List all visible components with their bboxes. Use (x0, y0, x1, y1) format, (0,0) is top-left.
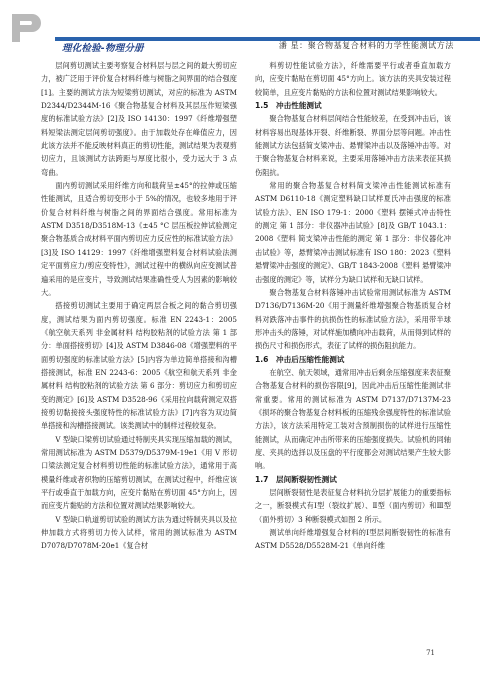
journal-name: 理化检验-物理分册 (62, 43, 144, 54)
paragraph: 料剪切性能试验方法》，纤维需要平行或者垂直加载方向，应变片黏贴在剪切面 45°方向上。该方法的夹具安装过程较简单，且应变片黏贴的方法和位置对测试结果影响较大。 (255, 61, 451, 97)
paragraph: 搭接剪切测试主要用于确定两层合板之间的黏合剪切强度，测试结果为面内剪切强度。标准 EN 2243-1：2005《航空航天系列 非金属材料 结构胶粘剂的试验方法 第 1 部分：单面搭接剪切》[4]及 ASTM D3846-08《增强塑料的平面剪切强度的标准试验方法》[5]内容为单边简单搭接和沟槽搭接测试，标准 EN 2243-6：2005《航空和航天系列 非金属材料 结构胶粘剂的试验方法 第 6 部分：剪切应力和剪切应变的测定》[6]及 ASTM D3528-96《采用拉向载荷测定双搭接剪切黏接接头强度特性的标准试验方法》[7]内容为双边简单搭接和沟槽搭接测试。该类测试中的制样过程较复杂。 (41, 301, 237, 431)
journal-logo-icon (10, 12, 44, 44)
left-column (41, 59, 237, 553)
paragraph: V 型缺口轨道剪切试验的测试方法为通过特制夹具以及拉伸加载方式将剪切力传入试样，常用的测试标准为 ASTM D7078/D7078M-20e1《复合材 (41, 514, 237, 551)
page-header (0, 0, 480, 54)
paragraph: 面内剪切测试采用纤维方向和载荷呈±45°的拉伸或压缩性能测试，且适合剪切变形小于 5%的情况，也较多地用于评价复合材料纤维与树脂之间的界面结合强度。常用标准为 ASTM D3518/D3518M-13《±45 °C 层压板拉伸试验测定聚合物基质合成材料平面内剪切应力反应性的标准试验方法》[3]及 ISO 14129：1997《纤维增强塑料复合材料试验法测定平面剪应力/剪应变特性》，测试过程中的横纵向应变测试普遍采用的是应变片，导致测试结果准确性受人为因素的影响较大。 (41, 181, 237, 297)
paragraph: 层间断裂韧性是表征复合材料抗分层扩展能力的重要指标之一，断裂模式有Ⅰ型（裂纹扩展）、Ⅱ型（面内剪切）和Ⅲ型（面外剪切）3 种断裂模式如图 2 所示。 (255, 488, 451, 524)
paragraph: 常用的聚合物基复合材料简支梁冲击性能测试标准有 ASTM D6110-18《测定塑料缺口试样夏氏冲击强度的标准试验方法》、EN ISO 179-1：2000《塑料 摆锤式冲击特性的测定 第 1 部分：非仪器冲击试验》[8]及 GB/T 1043.1：2008《塑料 简支梁冲击性能的测定 第 1 部分：非仪器化冲击试验》等，悬臂梁冲击测试标准有 ISO 180：2023《塑料 悬臂梁冲击强度的测定》、GB/T 1843-2008《塑料 悬臂梁冲击强度的测定》等，试样分为缺口试样和无缺口试样。 (255, 181, 451, 284)
paragraph: 在航空、航天领域，通常用冲击后剩余压缩强度来表征聚合物基复合材料的损伤容限[9]，因此冲击后压缩性能测试非常重要。常用的测试标准为 ASTM D7137/D7137M-23《损坏的聚合物基复合材料板的压缩残余强度特性的标准试验方法》，该方法采用特定工装对含预制损伤的试样进行压缩性能测试，从而确定冲击所带来的压缩强度损失。试验机的同轴度、夹具的选择以及压盘的平行度都会对测试结果产生较大影响。 (255, 367, 451, 471)
running-title: 潘 星：聚合物基复合材料的力学性能测试方法 (278, 41, 454, 50)
page-number: 71 (426, 649, 435, 657)
section-heading: 1.5 冲击性能测试 (255, 101, 322, 111)
paragraph: 聚合物基复合材料层间结合性能较差，在受到冲击后，该材料容易出现基体开裂、纤维断裂、界面分层等问题。冲击性能测试方法包括简支梁冲击、悬臂梁冲击以及落锤冲击等。对于聚合物基复合材料来说，主要采用落锤冲击方法来表征其损伤阻抗。 (255, 114, 451, 177)
paragraph: 聚合物基复合材料落锤冲击试验常用测试标准为 ASTM D7136/D7136M-20《用于测量纤维增强聚合物基质复合材料对跌落冲击事件的抗损伤性的标准试验方法》，采用带半球形冲击头的落锤，对试样施加横向冲击载荷，从而得到试样的损伤尺寸和损伤形式，表征了试样的损伤阻抗能力。 (255, 287, 451, 351)
section-heading: 1.6 冲击后压缩性能测试 (255, 354, 345, 364)
paragraph: 层间剪切测试主要考察复合材料层与层之间的最大剪切应力，被广泛用于评价复合材料纤维与树脂之间界面的结合强度[1]。主要的测试方法为短梁剪切测试，对应的标准为 ASTM D2344/D2344M-16《聚合物基复合材料及其层压作短梁强度的标准试验方法》[2]及 ISO 14130：1997《纤维增强塑料短梁法测定层间剪切强度》。由于加载处存在峰值应力，因此该方法并不能反映材料真正的剪切性能，测试结果为表观剪切应力，且该测试方法跨距与厚度比很小，受力远大于 3 点弯曲。 (41, 61, 237, 177)
paragraph: 测试单向纤维增强复合材料的Ⅰ型层间断裂韧性的标准有 ASTM D5528/D5528M-21《单向纤维 (255, 528, 451, 551)
paragraph: V 型缺口梁剪切试验通过特制夹具实现压缩加载的测试，常用测试标准为 ASTM D5379/D5379M-19e1《用 V 形切口梁法测定复合材料剪切性能的标准试验方法》，通常用于高模量纤维或者织物的压缩剪切测试，在测试过程中，纤维应该平行或垂直于加载方向，应变片黏贴在剪切面 45°方向上，因而应变片黏贴的方法和位置对测试结果影响较大。 (41, 434, 237, 511)
right-column (255, 59, 451, 553)
section-heading: 1.7 层间断裂韧性测试 (255, 474, 337, 484)
